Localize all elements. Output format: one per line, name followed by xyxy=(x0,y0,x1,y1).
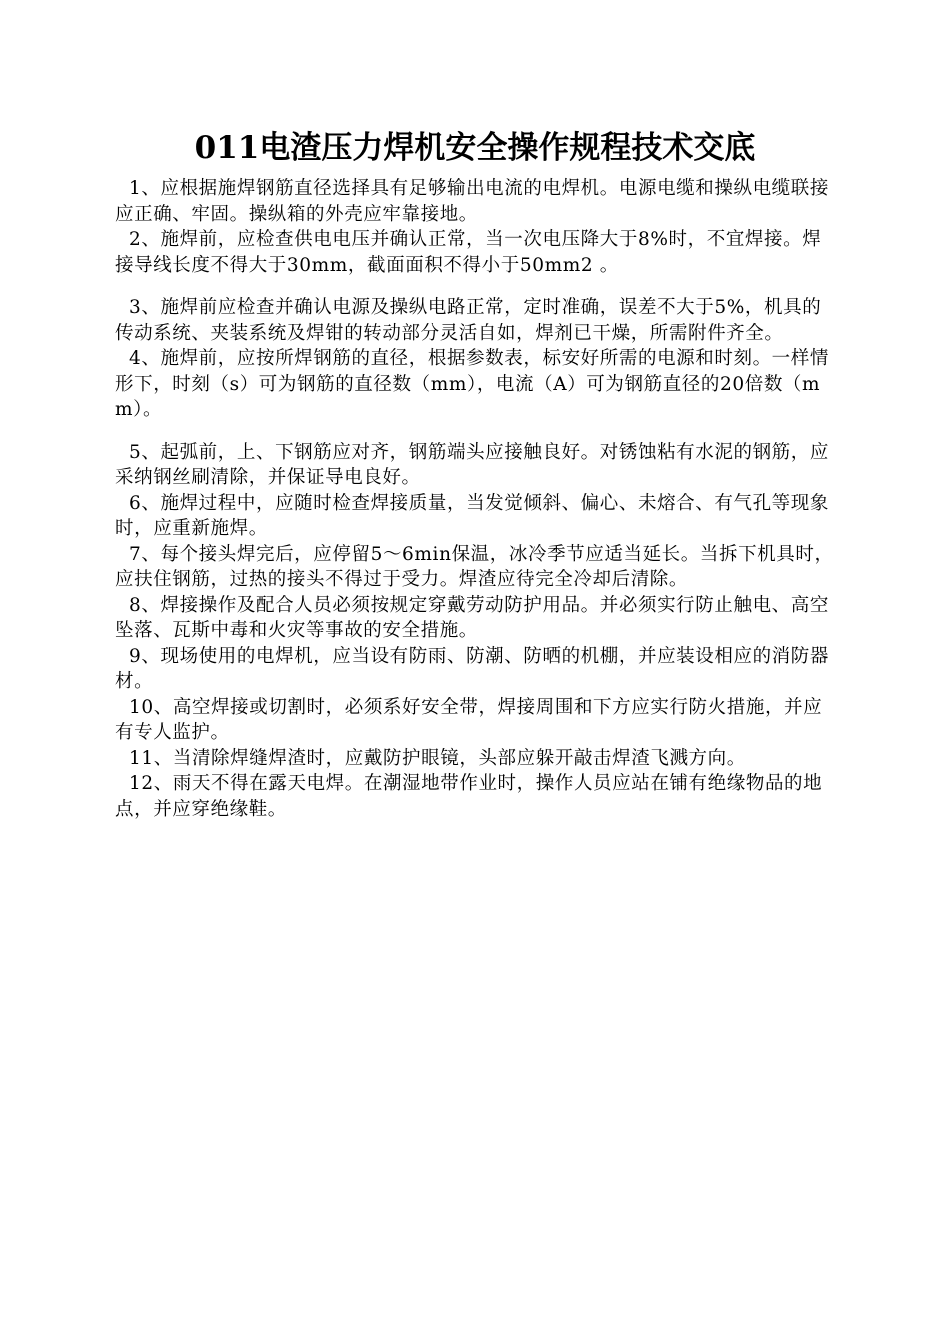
paragraph-9: 9、现场使用的电焊机，应当设有防雨、防潮、防晒的机棚，并应装设相应的消防器材。 xyxy=(115,645,829,692)
paragraph-2: 2、施焊前，应检查供电电压并确认正常，当一次电压降大于8%时，不宜焊接。焊接导线长度不得大于30mm，截面面积不得小于50mm2 。 xyxy=(115,229,822,276)
paragraph-12: 12、雨天不得在露天电焊。在潮湿地带作业时，操作人员应站在铺有绝缘物品的地点，并应穿绝缘鞋。 xyxy=(115,773,823,820)
document-title: 011电渣压力焊机安全操作规程技术交底 xyxy=(194,130,756,166)
paragraph-6: 6、施焊过程中，应随时检查焊接质量，当发觉倾斜、偏心、未熔合、有气孔等现象时，应重新施焊。 xyxy=(115,492,829,539)
paragraph-1: 1、应根据施焊钢筋直径选择具有足够输出电流的电焊机。电源电缆和操纵电缆联接应正确、牢固。操纵箱的外壳应牢靠接地。 xyxy=(115,178,829,225)
paragraph-8: 8、焊接操作及配合人员必须按规定穿戴劳动防护用品。并必须实行防止触电、高空坠落、瓦斯中毒和火灾等事故的安全措施。 xyxy=(115,594,829,641)
paragraph-4: 4、施焊前，应按所焊钢筋的直径，根据参数表，标安好所需的电源和时刻。一样情形下，时刻（s）可为钢筋的直径数（mm），电流（A）可为钢筋直径的20倍数（mm）。 xyxy=(115,348,829,420)
paragraph-7: 7、每个接头焊完后，应停留5～6min保温，冰冷季节应适当延长。当拆下机具时，应扶住钢筋，过热的接头不得过于受力。焊渣应待完全冷却后清除。 xyxy=(115,543,834,590)
paragraph-10: 10、高空焊接或切割时，必须系好安全带，焊接周围和下方应实行防火措施，并应有专人监护。 xyxy=(115,696,823,743)
paragraph-11: 11、当清除焊缝焊渣时，应戴防护眼镜，头部应躲开敲击焊渣飞溅方向。 xyxy=(129,747,746,769)
paragraph-5: 5、起弧前，上、下钢筋应对齐，钢筋端头应接触良好。对锈蚀粘有水泥的钢筋，应采纳钢丝刷清除，并保证导电良好。 xyxy=(115,441,829,488)
document-body xyxy=(115,176,840,822)
paragraph-3: 3、施焊前应检查并确认电源及操纵电路正常，定时准确，误差不大于5%，机具的传动系统、夹装系统及焊钳的转动部分灵活自如，焊剂已干燥，所需附件齐全。 xyxy=(115,297,822,344)
